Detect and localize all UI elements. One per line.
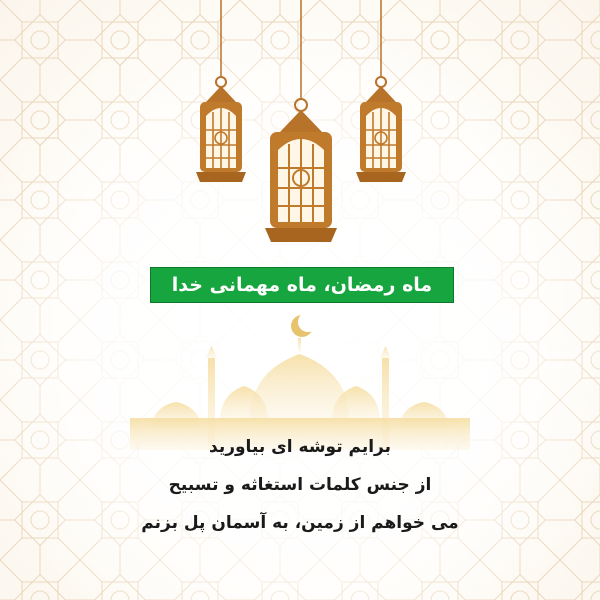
crescent-moon-icon (291, 312, 318, 337)
poem-line: می خواهم از زمین، به آسمان پل بزنم (141, 513, 459, 533)
poem (60, 428, 540, 542)
lantern-icon (190, 0, 252, 186)
poem-line: برایم توشه ای بیاورید (209, 437, 391, 457)
title-text: ماه رمضان، ماه مهمانی خدا (171, 274, 433, 296)
lantern-icon (350, 0, 412, 186)
poem-line: از جنس کلمات استغاثه و تسبیح (168, 475, 432, 495)
title-banner (150, 267, 454, 303)
lantern-icon (260, 0, 342, 246)
